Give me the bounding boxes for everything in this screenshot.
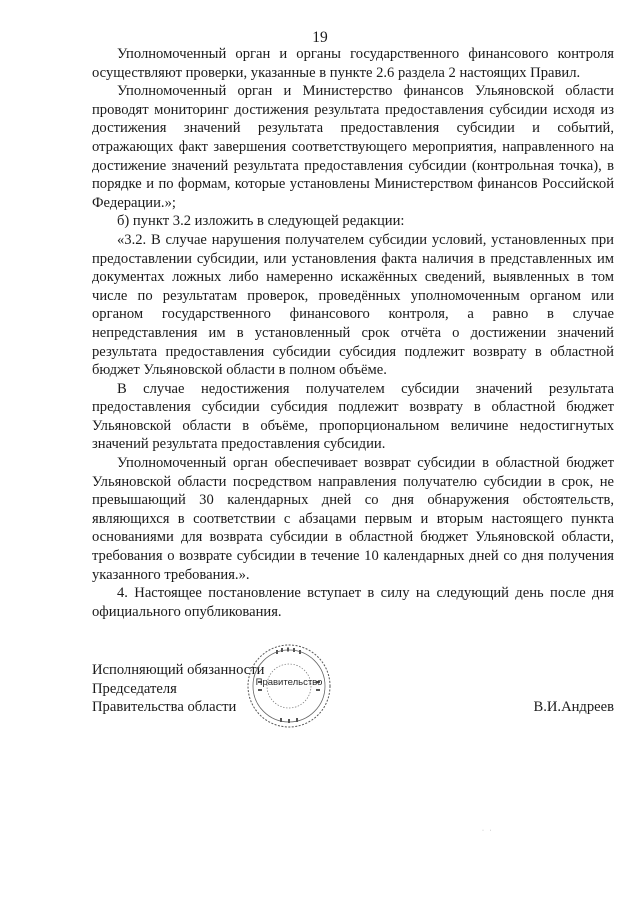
paragraph: Уполномоченный орган обеспечивает возврат субсидии в областной бюджет Ульяновской области посредством направления получателю субсидии в срок, не превышающий 30 календарных дней со дня обнаружения обстоятельств, являющихся в соответствии с абзацами первым и вторым настоящего пункта основаниями для возврата субсидии в областной бюджет Ульяновской области, требования о возврате субсидии в течение 10 календарных дней со дня получения указанного требования.». bbox=[92, 455, 614, 583]
scan-specks: · · bbox=[482, 828, 494, 834]
signatory-title-line2: Председателя bbox=[92, 680, 177, 697]
signatory-title-line1: Исполняющий обязанности bbox=[92, 662, 265, 678]
signatory-name: В.И.Андреев bbox=[533, 699, 614, 716]
paragraph: Уполномоченный орган и Министерство финансов Ульяновской области проводят мониторинг достижения результата предоставления субсидии исходя из достижения значений результата предоставления субсидии и событий, отражающих факт завершения соответствующего мероприятия, направленного на достижение значений результата предоставления субсидии (контрольная точка), в порядке и по формам, которые установлены Министерством финансов Российской Федерации.»; bbox=[92, 83, 614, 211]
paragraph: 4. Настоящее постановление вступает в силу на следующий день после дня официального опубликования. bbox=[92, 585, 614, 620]
official-stamp-icon bbox=[246, 643, 332, 729]
signatory-title-line3: Правительства области bbox=[92, 699, 237, 716]
stamp-label: Правительство bbox=[255, 677, 323, 688]
paragraph: Уполномоченный орган и органы государственного финансового контроля осуществляют проверки, указанные в пункте 2.6 раздела 2 настоящих Правил. bbox=[92, 46, 614, 81]
paragraph: «3.2. В случае нарушения получателем субсидии условий, установленных при предоставлении субсидии, или установления факта наличия в представленных им документах ложных либо намеренно искажённых сведений, выявленных в том числе по результатам проверок, проведённых уполномоченным органом или органом государственного финансового контроля, а равно в случае непредставления им в установленный срок отчёта о достижении значений результата предоставления субсидии субсидия подлежит возврату в областной бюджет Ульяновской области в полном объёме. bbox=[92, 231, 614, 379]
paragraph: б) пункт 3.2 изложить в следующей редакции: bbox=[117, 213, 405, 230]
document-body bbox=[92, 45, 614, 621]
signature-block bbox=[92, 661, 614, 717]
paragraph: В случае недостижения получателем субсидии значений результата предоставления субсидии субсидия подлежит возврату в областной бюджет Ульяновской области в объёме, пропорциональном величине недостигнутых значений результата предоставления субсидии. bbox=[92, 380, 614, 453]
page-number: 19 bbox=[312, 29, 328, 46]
